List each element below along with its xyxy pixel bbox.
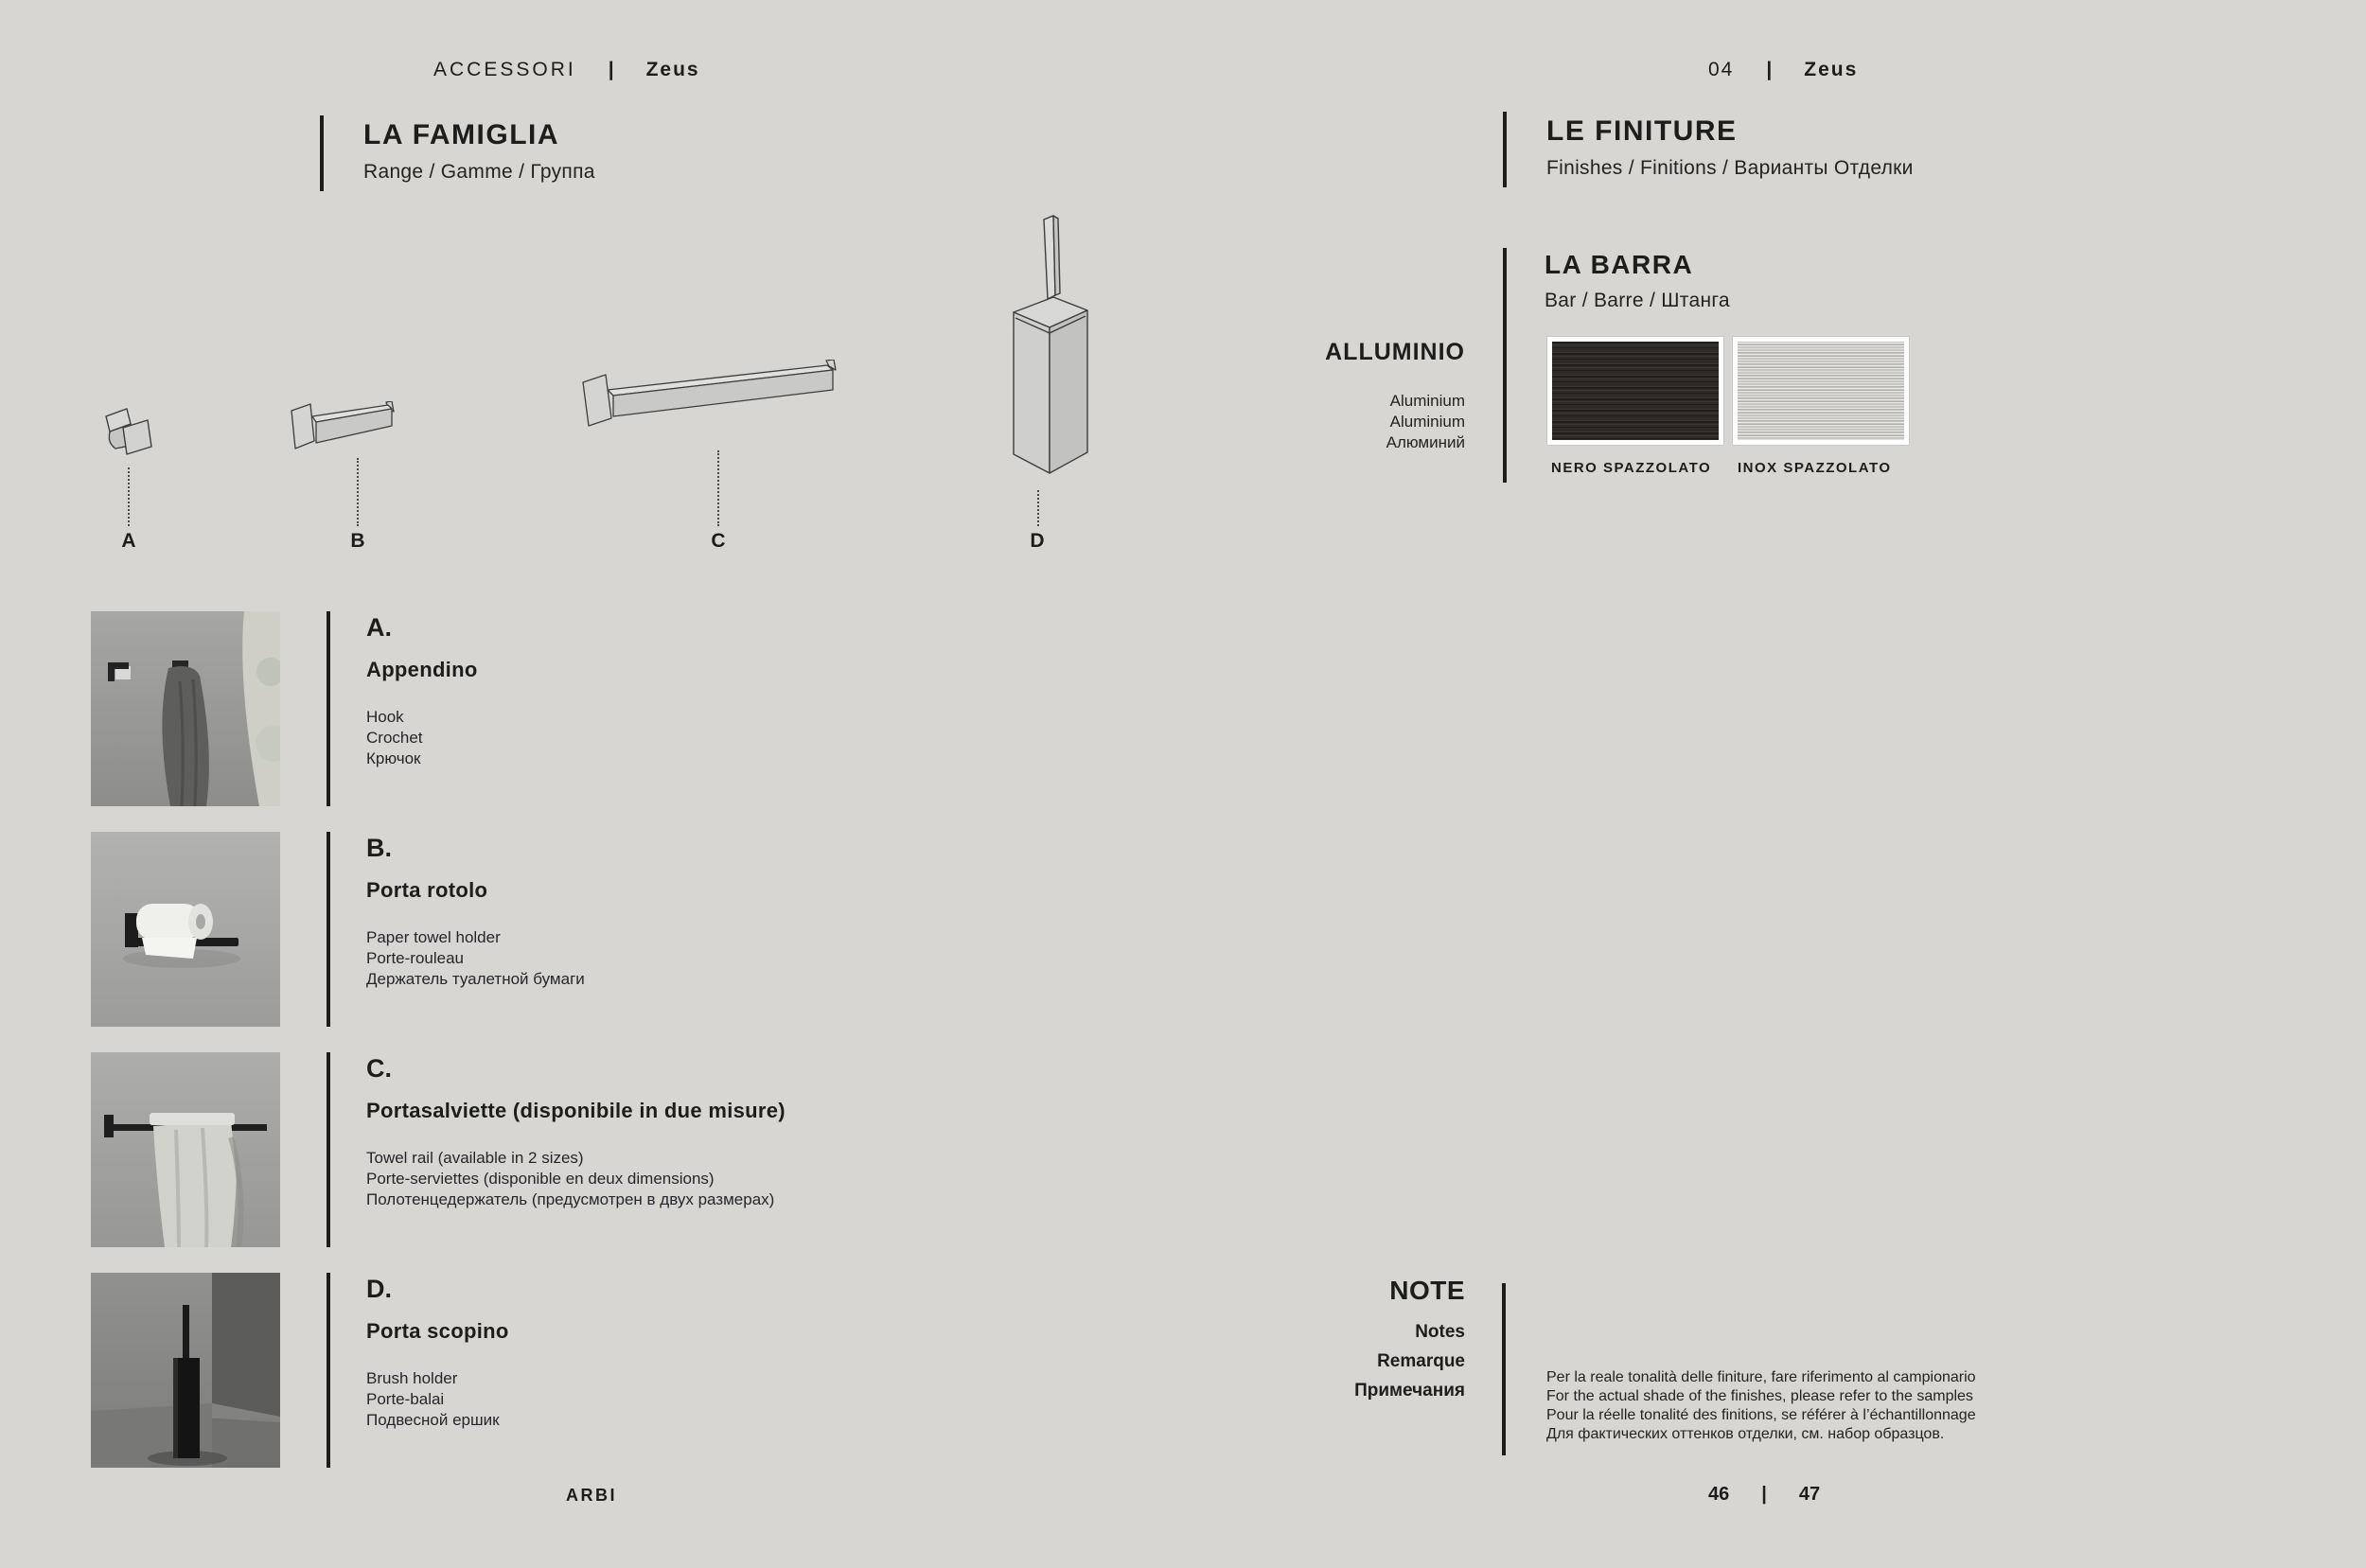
diagram-label-b: B <box>350 530 365 552</box>
note-rule <box>1502 1283 1506 1455</box>
header-left <box>433 59 700 81</box>
footer-page-left: 46 <box>1708 1484 1730 1505</box>
product-row-porta-rotolo <box>0 832 2366 1027</box>
note-translation: Примечания <box>1354 1381 1465 1401</box>
product-text <box>366 1275 509 1431</box>
product-photo-porta-scopino <box>91 1273 280 1468</box>
la-barra-head <box>1545 250 1730 312</box>
footer-page-numbers <box>1708 1484 1820 1506</box>
product-descriptions <box>366 1148 786 1210</box>
header-chapter-number: 04 <box>1708 59 1735 80</box>
product-photo-appendino <box>91 611 280 806</box>
la-barra-title: LA BARRA <box>1545 250 1694 279</box>
la-barra-rule <box>1503 248 1507 483</box>
header-series: Zeus <box>1804 59 1859 80</box>
header-right <box>1708 59 1858 81</box>
note-line: Per la reale tonalità delle finiture, fare riferimento al campionario <box>1546 1369 1976 1385</box>
la-famiglia-title: LA FAMIGLIA <box>363 119 560 150</box>
product-descriptions <box>366 927 585 990</box>
diagram-leader-d <box>1037 490 1039 526</box>
diagram-label-c: C <box>711 530 726 552</box>
material-block <box>1325 339 1465 453</box>
product-descriptions <box>366 707 478 769</box>
swatch-inox-spazzolato <box>1733 337 1909 445</box>
diagram-roll-holder <box>288 401 397 456</box>
note-line: Для фактических оттенков отделки, см. набор образцов. <box>1546 1426 1945 1442</box>
product-row-porta-scopino <box>0 1273 2366 1468</box>
product-row-portasalviette <box>0 1052 2366 1247</box>
note-translation: Remarque <box>1377 1351 1465 1371</box>
product-letter: D. <box>366 1275 392 1303</box>
product-letter: C. <box>366 1054 392 1083</box>
product-description: Hook <box>366 708 404 726</box>
note-translation: Notes <box>1415 1322 1465 1342</box>
header-separator: | <box>1766 59 1773 80</box>
header-category: ACCESSORI <box>433 59 576 80</box>
product-descriptions <box>366 1368 509 1431</box>
section-le-finiture <box>1503 112 1914 187</box>
product-letter: A. <box>366 613 392 642</box>
note-line: Pour la réelle tonalité des finitions, se référer à l’échantillonnage <box>1546 1407 1976 1423</box>
diagram-leader-b <box>357 458 359 526</box>
swatch-label-nero: NERO SPAZZOLATO <box>1551 460 1712 476</box>
header-separator: | <box>608 59 614 80</box>
swatch-nero-texture <box>1552 342 1719 440</box>
product-description: Крючок <box>366 749 421 767</box>
product-description: Crochet <box>366 729 423 747</box>
note-heading-block <box>1354 1276 1465 1405</box>
material-title: ALLUMINIO <box>1325 339 1465 365</box>
swatch-label-inox: INOX SPAZZOLATO <box>1738 460 1892 476</box>
diagram-towel-rail <box>579 360 842 447</box>
material-translation: Aluminium <box>1389 392 1465 410</box>
product-description: Подвесной ершик <box>366 1411 500 1429</box>
product-description: Держатель туалетной бумаги <box>366 970 585 988</box>
footer-brand: ARBI <box>566 1486 617 1505</box>
la-barra-subtitle: Bar / Barre / Штанга <box>1545 290 1730 311</box>
product-rule <box>327 1052 330 1247</box>
product-photo-portasalviette <box>91 1052 280 1247</box>
product-description: Brush holder <box>366 1369 458 1387</box>
product-description: Paper towel holder <box>366 928 501 946</box>
product-description: Towel rail (available in 2 sizes) <box>366 1149 584 1167</box>
diagram-leader-c <box>717 450 719 526</box>
product-row-appendino <box>0 611 2366 806</box>
diagram-hook <box>102 405 155 462</box>
material-translation: Aluminium <box>1389 413 1465 431</box>
note-title: NOTE <box>1389 1276 1465 1305</box>
product-name: Portasalviette (disponibile in due misure) <box>366 1099 786 1122</box>
product-text <box>366 1054 786 1210</box>
section-la-famiglia <box>320 115 595 191</box>
product-text <box>366 613 478 769</box>
product-description: Porte-serviettes (disponible en deux dimensions) <box>366 1170 715 1188</box>
product-rule <box>327 832 330 1027</box>
diagram-label-d: D <box>1030 530 1045 552</box>
swatch-nero-spazzolato <box>1547 337 1723 445</box>
header-series: Zeus <box>645 59 700 80</box>
product-description: Porte-balai <box>366 1390 445 1408</box>
note-translations <box>1354 1317 1465 1405</box>
product-name: Porta scopino <box>366 1319 509 1343</box>
material-translations <box>1325 391 1465 453</box>
footer-separator: | <box>1761 1484 1767 1505</box>
note-line: For the actual shade of the finishes, please refer to the samples <box>1546 1388 1973 1404</box>
product-rule <box>327 611 330 806</box>
diagram-brush-holder <box>1006 214 1093 488</box>
le-finiture-subtitle: Finishes / Finitions / Варианты Отделки <box>1546 157 1914 179</box>
product-text <box>366 834 585 990</box>
la-famiglia-subtitle: Range / Gamme / Группа <box>363 161 595 183</box>
product-photo-porta-rotolo <box>91 832 280 1027</box>
swatch-inox-texture <box>1738 342 1904 440</box>
product-description: Porte-rouleau <box>366 949 465 967</box>
diagram-label-a: A <box>121 530 136 552</box>
diagram-leader-a <box>128 467 130 526</box>
material-translation: Алюминий <box>1386 433 1465 451</box>
product-name: Appendino <box>366 658 478 681</box>
product-description: Полотенцедержатель (предусмотрен в двух размерах) <box>366 1190 775 1208</box>
product-rule <box>327 1273 330 1468</box>
footer-page-right: 47 <box>1798 1484 1821 1505</box>
note-text <box>1546 1368 1976 1444</box>
product-name: Porta rotolo <box>366 878 488 902</box>
le-finiture-title: LE FINITURE <box>1546 115 1738 147</box>
product-letter: B. <box>366 834 392 862</box>
